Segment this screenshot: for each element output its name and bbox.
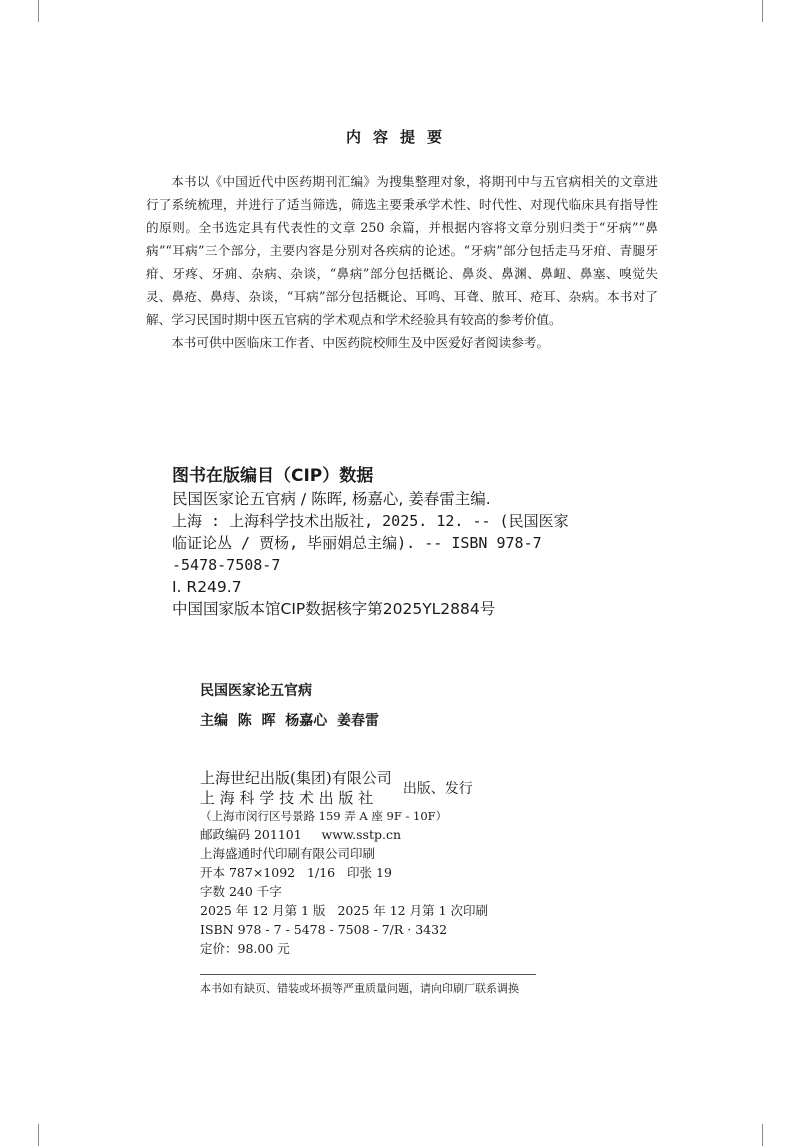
book-title: 民国医家论五官病: [200, 683, 312, 699]
cip-line: 临证论丛 / 贾杨, 毕丽娟总主编). -- ISBN 978-7: [172, 534, 542, 552]
cip-line: 中国国家版本馆CIP数据核字第2025YL2884号: [172, 600, 496, 618]
publisher-names: [200, 768, 392, 808]
postcode-line: 邮政编码 201101 www.sstp.cn: [200, 827, 402, 842]
publisher-role: 出版、发行: [402, 781, 473, 797]
divider: [200, 974, 536, 975]
cip-line: Ⅰ. R249.7: [172, 578, 242, 596]
publisher-address: （上海市闵行区号景路 159 弄 A 座 9F - 10F）: [200, 809, 448, 823]
cip-line: 民国医家论五官病 / 陈晖, 杨嘉心, 姜春雷主编.: [172, 490, 491, 508]
publisher-name: 上海世纪出版(集团)有限公司: [200, 769, 392, 787]
price-line: 定价：98.00 元: [200, 941, 290, 956]
printer-line: 上海盛通时代印刷有限公司印刷: [200, 846, 376, 861]
imprint-info: [200, 825, 488, 958]
cip-line: 上海 : 上海科学技术出版社, 2025. 12. -- (民国医家: [172, 512, 569, 530]
editors: 主编 陈 晖 杨嘉心 姜春雷: [200, 713, 379, 729]
summary-body: [146, 170, 658, 354]
summary-paragraph: 本书以《中国近代中医药期刊汇编》为搜集整理对象，将期刊中与五官病相关的文章进行了系统梳理，并进行了适当筛选，筛选主要秉承学术性、时代性、对现代临床具有指导性的原则。全书选定具有代表性的文章 250 余篇，并根据内容将文章分别归类于“牙病”“鼻病”“耳病”三个部分，主要内容是分别对各疾病的论述。“牙病”部分包括走马牙疳、青腿牙疳、牙疼、牙痈、杂病、杂谈，“鼻病”部分包括概论、鼻炎、鼻渊、鼻衄、鼻塞、嗅觉失灵、鼻疮、鼻痔、杂谈，“耳病”部分包括概论、耳鸣、耳聋、脓耳、疮耳、杂病。本书对了解、学习民国时期中医五官病的学术观点和学术经验具有较高的参考价值。: [146, 174, 658, 327]
cip-line: -5478-7508-7: [172, 556, 281, 574]
quality-notice: 本书如有缺页、错装或坏损等严重质量问题，请向印刷厂联系调换: [200, 982, 519, 995]
crop-mark-bottom-left: [38, 1124, 39, 1146]
format-line: 开本 787×1092 1/16 印张 19: [200, 865, 392, 880]
cip-heading: 图书在版编目（CIP）数据: [172, 466, 374, 486]
crop-mark-top-right: [762, 0, 763, 22]
publisher-block: [200, 768, 473, 808]
cip-block: [172, 464, 569, 620]
crop-mark-bottom-right: [762, 1124, 763, 1146]
summary-paragraph: 本书可供中医临床工作者、中医药院校师生及中医爱好者阅读参考。: [171, 335, 549, 350]
edition-line: 2025 年 12 月第 1 版 2025 年 12 月第 1 次印刷: [200, 903, 488, 918]
word-count-line: 字数 240 千字: [200, 884, 282, 899]
summary-title: 内容提要: [345, 128, 454, 146]
crop-mark-top-left: [38, 0, 39, 22]
publisher-name: 上 海 科 学 技 术 出 版 社: [200, 789, 374, 807]
isbn-line: ISBN 978 - 7 - 5478 - 7508 - 7/R · 3432: [200, 922, 448, 937]
